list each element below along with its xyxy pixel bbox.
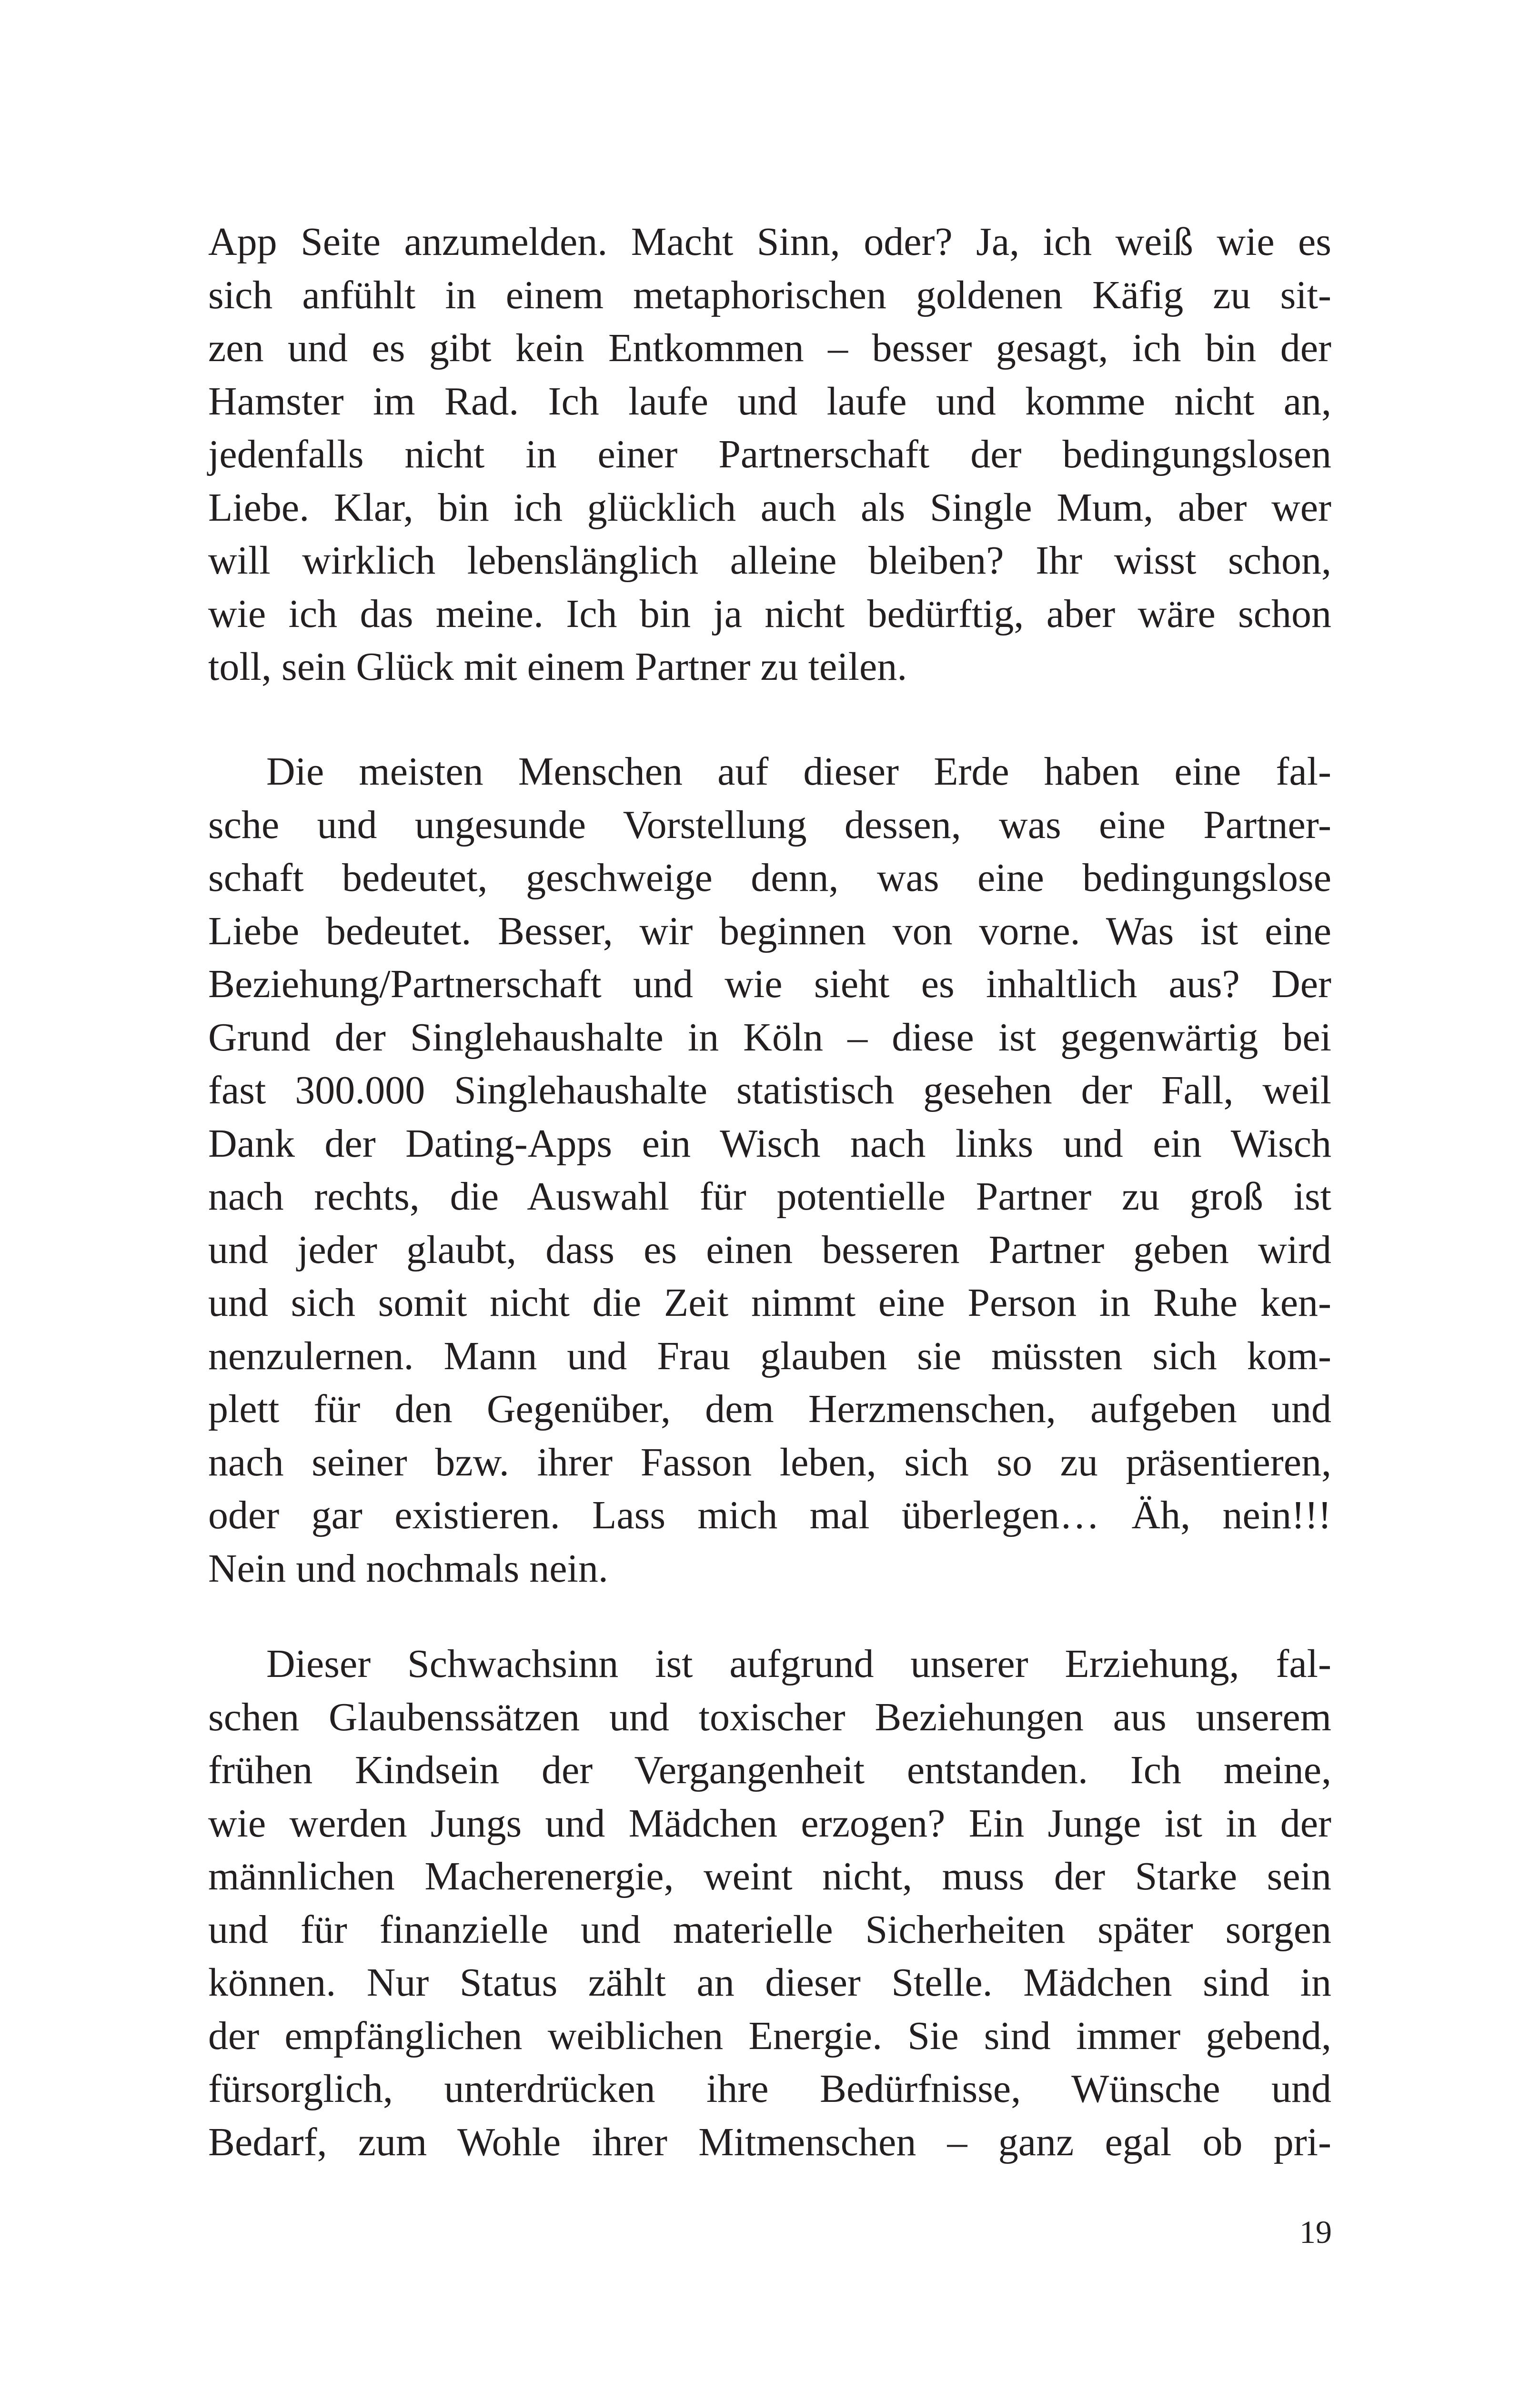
- paragraph-1: [208, 215, 1331, 694]
- text-line: Dank der Dating-Apps ein Wisch nach links und ein Wisch: [208, 1121, 1331, 1166]
- text-line: Dieser Schwachsinn ist aufgrund unserer Erziehung, fal-: [266, 1642, 1331, 1686]
- text-line: fürsorglich, unterdrücken ihre Bedürfnisse, Wünsche und: [208, 2067, 1331, 2111]
- text-line: wie ich das meine. Ich bin ja nicht bedürftig, aber wäre schon: [208, 591, 1331, 636]
- text-line: Liebe bedeutet. Besser, wir beginnen von vorne. Was ist eine: [208, 908, 1331, 953]
- page-number: 19: [1299, 2214, 1332, 2250]
- text-line: will wirklich lebenslänglich alleine bleiben? Ihr wisst schon,: [208, 538, 1331, 583]
- text-line: zen und es gibt kein Entkommen – besser gesagt, ich bin der: [208, 326, 1331, 370]
- text-line: und jeder glaubt, dass es einen besseren Partner geben wird: [208, 1227, 1331, 1272]
- text-line: Nein und nochmals nein.: [208, 1546, 608, 1591]
- text-line: schaft bedeutet, geschweige denn, was eine bedingungslose: [208, 856, 1331, 900]
- text-line: schen Glaubenssätzen und toxischer Beziehungen aus unserem: [208, 1695, 1331, 1739]
- text-line: App Seite anzumelden. Macht Sinn, oder? Ja, ich weiß wie es: [208, 220, 1331, 264]
- text-line: nach rechts, die Auswahl für potentielle Partner zu groß ist: [208, 1174, 1331, 1219]
- text-line: nenzulernen. Mann und Frau glauben sie müssten sich kom-: [208, 1333, 1331, 1378]
- text-line: nach seiner bzw. ihrer Fasson leben, sich so zu präsentieren,: [208, 1440, 1331, 1484]
- paragraph-2: [208, 745, 1331, 1595]
- text-line: Bedarf, zum Wohle ihrer Mitmenschen – ganz egal ob pri-: [208, 2120, 1331, 2164]
- text-line: können. Nur Status zählt an dieser Stelle. Mädchen sind in: [208, 1960, 1331, 2005]
- text-line: sich anfühlt in einem metaphorischen goldenen Käfig zu sit-: [208, 273, 1331, 317]
- text-line: Liebe. Klar, bin ich glücklich auch als Single Mum, aber wer: [208, 485, 1331, 530]
- text-line: frühen Kindsein der Vergangenheit entstanden. Ich meine,: [208, 1748, 1331, 1792]
- text-line: oder gar existieren. Lass mich mal überlegen… Äh, nein!!!: [208, 1493, 1331, 1537]
- text-line: fast 300.000 Singlehaushalte statistisch gesehen der Fall, weil: [208, 1068, 1331, 1112]
- text-line: Grund der Singlehaushalte in Köln – diese ist gegenwärtig bei: [208, 1015, 1331, 1060]
- text-line: Die meisten Menschen auf dieser Erde haben eine fal-: [266, 749, 1331, 794]
- text-line: und sich somit nicht die Zeit nimmt eine Person in Ruhe ken-: [208, 1281, 1331, 1325]
- text-line: und für finanzielle und materielle Sicherheiten später sorgen: [208, 1907, 1331, 1952]
- paragraph-3: [208, 1637, 1331, 2169]
- text-line: plett für den Gegenüber, dem Herzmenschen, aufgeben und: [208, 1387, 1331, 1431]
- text-line: wie werden Jungs und Mädchen erzogen? Ein Junge ist in der: [208, 1801, 1331, 1846]
- text-line: Beziehung/Partnerschaft und wie sieht es inhaltlich aus? Der: [208, 962, 1331, 1006]
- text-line: jedenfalls nicht in einer Partnerschaft der bedingungslosen: [208, 432, 1331, 476]
- text-line: männlichen Macherenergie, weint nicht, muss der Starke sein: [208, 1854, 1331, 1898]
- text-line: sche und ungesunde Vorstellung dessen, was eine Partner-: [208, 802, 1331, 847]
- text-line: Hamster im Rad. Ich laufe und laufe und komme nicht an,: [208, 379, 1331, 424]
- text-line: der empfänglichen weiblichen Energie. Sie sind immer gebend,: [208, 2013, 1331, 2058]
- text-line: toll, sein Glück mit einem Partner zu teilen.: [208, 645, 907, 689]
